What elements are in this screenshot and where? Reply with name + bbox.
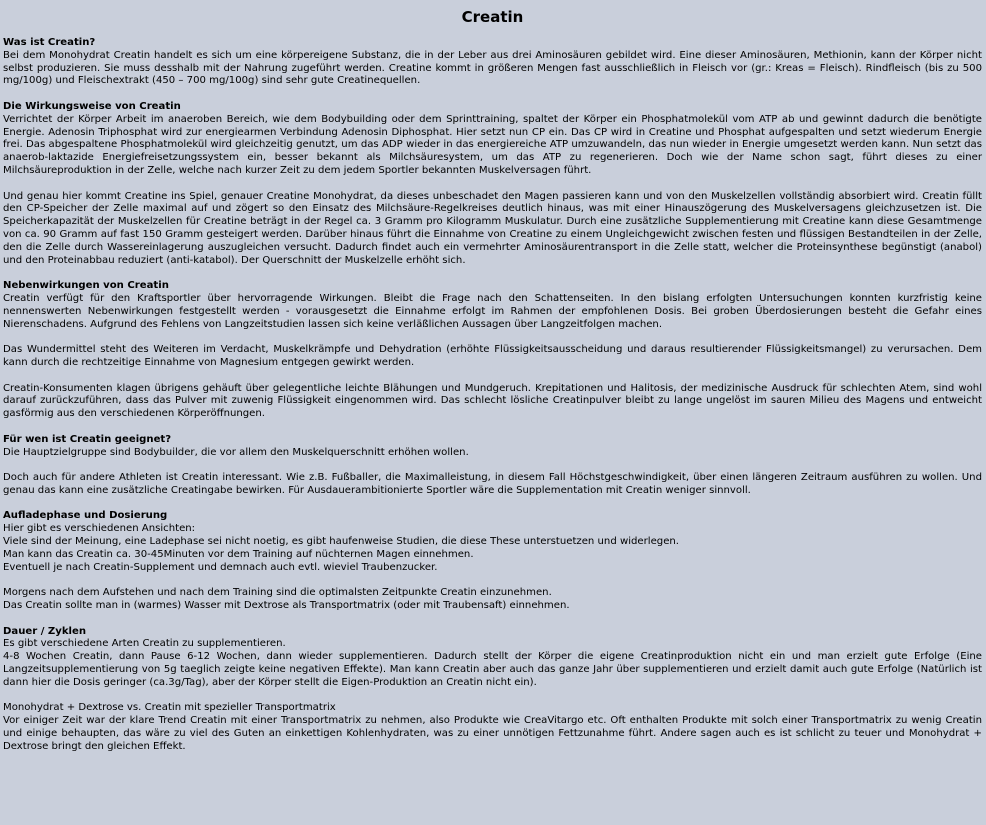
text-line: Viele sind der Meinung, eine Ladephase sei nicht noetig, es gibt haufenweise Studien, die diese These unterstuetzen und widerlegen.	[3, 536, 680, 548]
section-heading: Nebenwirkungen von Creatin	[3, 280, 169, 292]
text-line: Es gibt verschiedene Arten Creatin zu supplementieren.	[3, 638, 286, 650]
text-line: Morgens nach dem Aufstehen und nach dem Training sind die optimalsten Zeitpunkte Creatin einzunehmen.	[3, 587, 552, 599]
section-was-ist-creatin	[3, 37, 982, 88]
text-line: Das Creatin sollte man in (warmes) Wasser mit Dextrose als Transportmatrix (oder mit Traubensaft) einnehmen.	[3, 600, 570, 612]
section-aufladephase	[3, 510, 982, 612]
paragraph: Bei dem Monohydrat Creatin handelt es sich um eine körpereigene Substanz, die in der Leber aus drei Aminosäuren gebildet wird. Eine dieser Aminosäuren, Methionin, kann der Körper nicht selbst produzieren. Sie muss desshalb mit der Nahrung zugeführt werden. Creatine kommt in größeren Mengen fast ausschließlich in Fleisch vor (gr.: Kreas = Fleisch). Rindfleisch (bis zu 500 mg/100g) und Fleischextrakt (450 – 700 mg/100g) sind sehr gute Creatinequellen.	[3, 49, 982, 87]
paragraph: Creatin verfügt für den Kraftsportler über hervorragende Wirkungen. Bleibt die Frage nach den Schattenseiten. In den bislang erfolgten Untersuchungen konnten kurzfristig keine nennenswerten Nebenwirkungen festgestellt werden - vorausgesetzt die Einnahme erfolgt im Rahmen der empfohlenen Dosis. Bei groben Überdosierungen besteht die Gefahr eines Nierenschadens. Aufgrund des Fehlens von Langzeitstudien lassen sich keine verläßlichen Aussagen über Langzeitfolgen machen.	[3, 292, 982, 330]
paragraph	[3, 523, 982, 574]
section-heading: Dauer / Zyklen	[3, 625, 87, 637]
text-line: Man kann das Creatin ca. 30-45Minuten vor dem Training auf nüchternen Magen einnehmen.	[3, 548, 474, 560]
text-line: Monohydrat + Dextrose vs. Creatin mit spezieller Transportmatrix	[3, 702, 336, 714]
section-wirkungsweise	[3, 101, 982, 267]
paragraph: Das Wundermittel steht des Weiteren im Verdacht, Muskelkrämpfe und Dehydration (erhöhte Flüssigkeitsausscheidung und daraus resultierender Flüssigkeitsmangel) zu verursachen. Dem kann durch die rechtzeitige Einnahme von Magnesium entgegen gewirkt werden.	[3, 344, 982, 368]
section-heading: Für wen ist Creatin geeignet?	[3, 433, 172, 445]
paragraph: Vor einiger Zeit war der klare Trend Creatin mit einer Transportmatrix zu nehmen, also Produkte wie CreaVitargo etc. Oft enthalten Produkte mit solch einer Transportmatrix zu wenig Creatin und einige behaupten, das wäre zu viel des Guten an einkettigen Kohlenhydraten, was zu einer unnötigen Fettzunahme führt. Andere sagen auch es ist schlicht zu teuer und Monohydrat + Dextrose bringt den gleichen Effekt.	[3, 715, 982, 752]
paragraph: 4-8 Wochen Creatin, dann Pause 6-12 Wochen, dann wieder supplementieren. Dadurch stellt der Körper die eigene Creatinproduktion nicht ein und man erzielt gute Erfolge (Eine Langzeitsupplementierung von 5g taeglich zeigte keine negativen Effekte). Man kann Creatin aber auch das ganze Jahr über supplementieren und erzielt damit auch gute Erfolge (Natürlich ist dann hier die Dosis geringer (ca.3g/Tag), aber der Körper stellt die Eigen-Produktion an Creatin nicht ein).	[3, 651, 982, 688]
text-line: Eventuell je nach Creatin-Supplement und demnach auch evtl. wieviel Traubenzucker.	[3, 561, 438, 573]
page-title: Creatin	[461, 8, 524, 26]
section-heading: Was ist Creatin?	[3, 37, 96, 48]
section-heading: Aufladephase und Dosierung	[3, 510, 168, 522]
paragraph	[3, 587, 982, 613]
section-dauer-zyklen	[3, 626, 982, 754]
paragraph: Verrichtet der Körper Arbeit im anaeroben Bereich, wie dem Bodybuilding oder dem Sprinttraining, spaltet der Körper ein Phosphatmolekül vom ATP ab und gewinnt dadurch die benötigte Energie. Adenosin Triphosphat wird zur energiearmen Verbindung Adenosin Diphosphat. Hier setzt nun CP ein. Das CP wird in Creatine und Phosphat aufgespalten und setzt wiederum Energie frei. Das abgespaltene Phosphatmolekül wird gleichzeitig genutzt, um das ADP wieder in das energiereiche ATP umzuwandeln, das nun wieder in Energie umgesetzt werden kann. Nun setzt das anaerob-laktazide Energiefreisetzungssystem ein, besser bekannt als Milchsäuresystem, um das ATP zu regenerieren. Doch wie der Name schon sagt, führt dieses zu einer Milchsäureproduktion in der Zelle, welche nach kurzer Zeit zu dem jedem Sportler bekannten Muskelversagen führt.	[3, 113, 982, 176]
paragraph: Und genau hier kommt Creatine ins Spiel, genauer Creatine Monohydrat, da dieses unbeschadet den Magen passieren kann und von den Muskelzellen vollständig absorbiert wird. Creatin füllt den CP-Speicher der Zelle maximal auf und zögert so den Einsatz des Milchsäure-Regelkreises deutlich hinaus, was mit einer Hinauszögerung des Muskelversagens gleichzusetzen ist. Die Speicherkapazität der Muskelzellen für Creatine beträgt in der Regel ca. 3 Gramm pro Kilogramm Muskulatur. Durch eine zusätzliche Supplementierung mit Creatine kann diese Gesamtmenge von ca. 90 Gramm auf fast 150 Gramm gesteigert werden. Darüber hinaus führt die Einnahme von Creatine zu einem Ungleichgewicht zwischen festen und flüssigen Bestandteilen in der Zelle, den die Zelle durch Wassereinlagerung auszugleichen versucht. Dadurch findet auch ein vermehrter Aminosäurentransport in die Zelle statt, welcher die Proteinsynthese begünstigt (anabol) und den Proteinabbau reduziert (anti-katabol). Der Querschnitt der Muskelzelle erhöht sich.	[3, 190, 982, 266]
section-fuer-wen	[3, 434, 982, 498]
paragraph: Doch auch für andere Athleten ist Creatin interessant. Wie z.B. Fußballer, die Maximalleistung, in diesem Fall Höchstgeschwindigkeit, über einen längeren Zeitraum ausführen zu wollen. Und genau das kann eine zusätzliche Creatingabe bewirken. Für Ausdauerambitionierte Sportler wäre die Supplementation mit Creatin weniger sinnvoll.	[3, 472, 982, 496]
paragraph: Die Hauptzielgruppe sind Bodybuilder, die vor allem den Muskelquerschnitt erhöhen wollen.	[3, 446, 469, 458]
text-line: Hier gibt es verschiedenen Ansichten:	[3, 523, 196, 535]
section-heading: Die Wirkungsweise von Creatin	[3, 100, 181, 112]
paragraph: Creatin-Konsumenten klagen übrigens gehäuft über gelegentliche leichte Blähungen und Mundgeruch. Krepitationen und Halitosis, der medizinische Ausdruck für schlechten Atem, sind wohl darauf zurückzuführen, dass das Pulver mit zuwenig Flüssigkeit eingenommen wird. Das schlecht lösliche Creatinpulver bleibt zu lange ungelöst im sauren Milieu des Magens und entweicht gasförmig aus den verschiedenen Körperöffnungen.	[3, 382, 982, 420]
section-nebenwirkungen	[3, 280, 982, 421]
